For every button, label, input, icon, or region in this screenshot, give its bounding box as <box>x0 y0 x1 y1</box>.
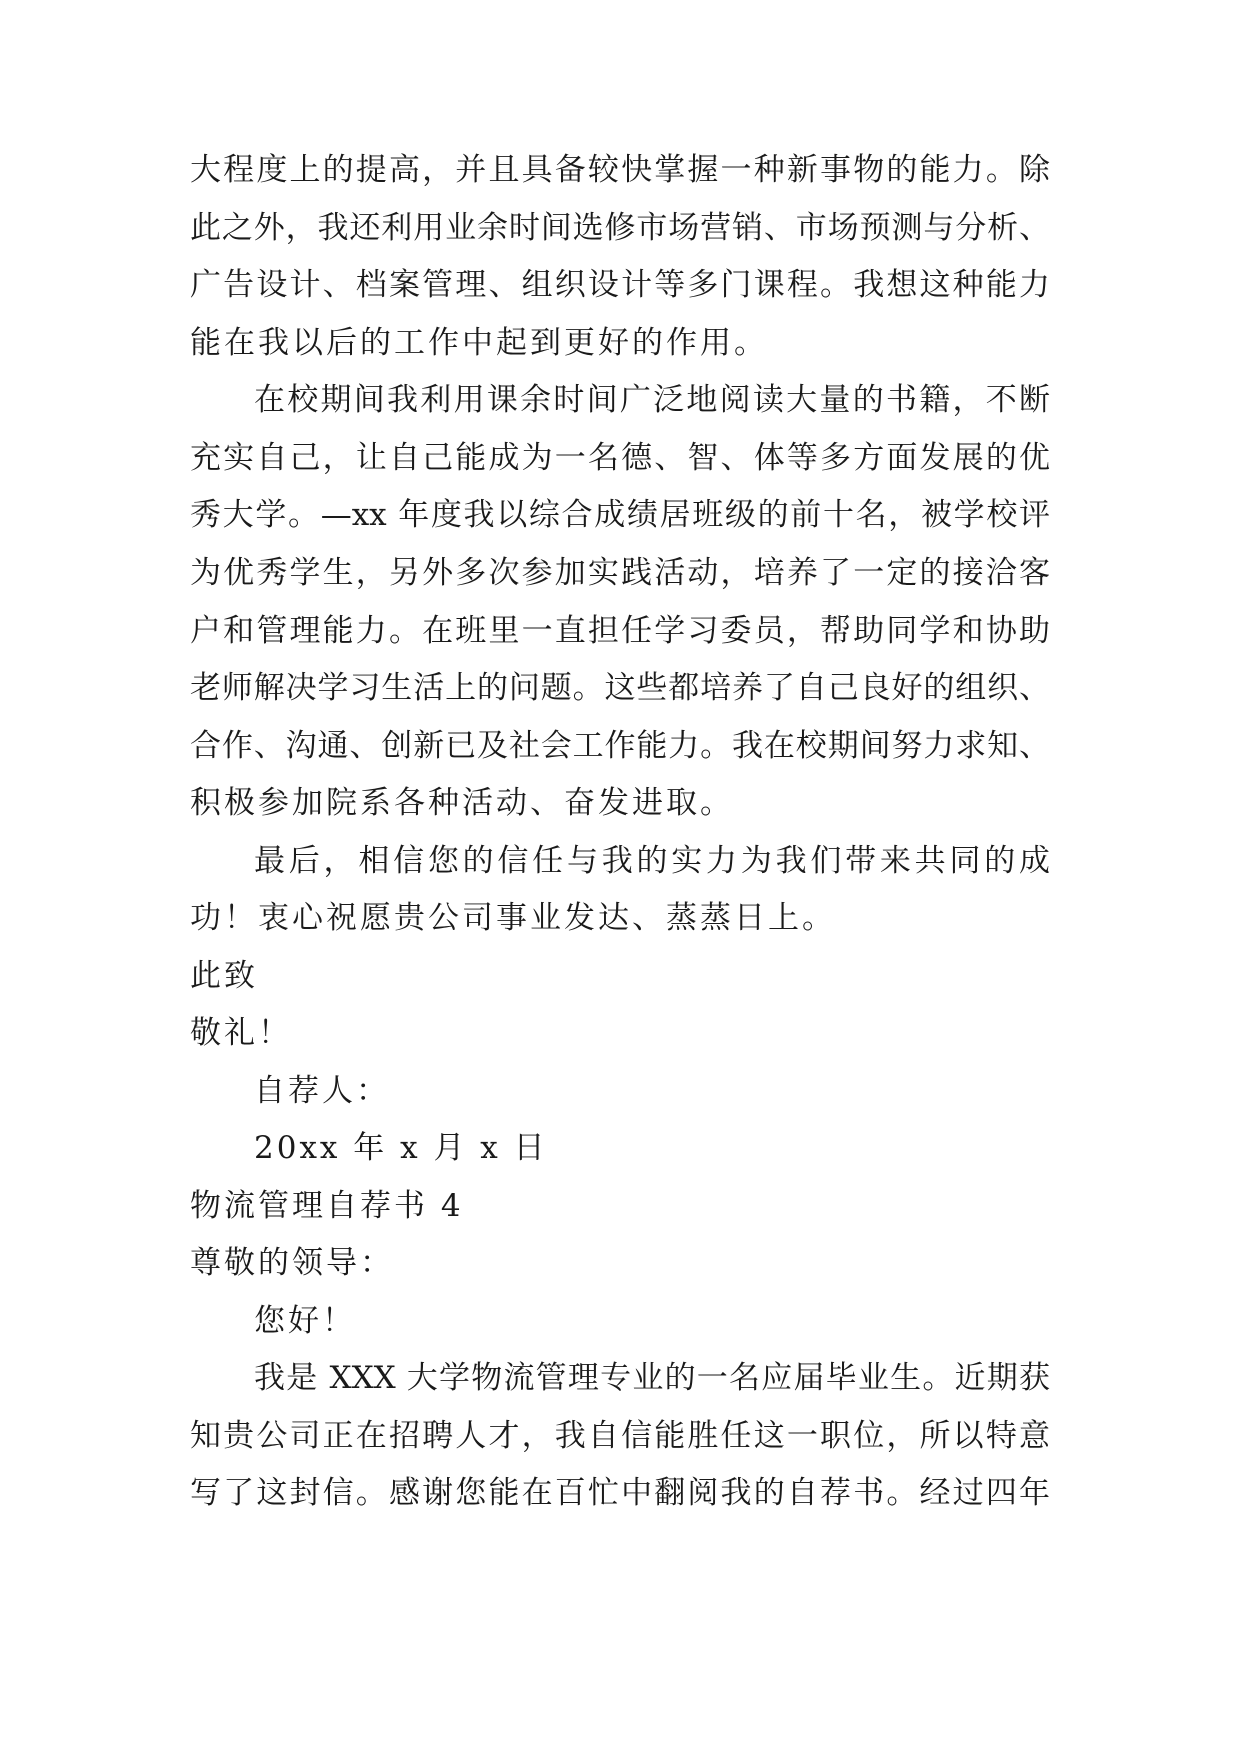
closing-salutation: 此致 <box>190 958 258 994</box>
closing-regards: 敬礼！ <box>190 1015 292 1051</box>
paragraph-line: 我是 XXX 大学物流管理专业的一名应届毕业生。近期获 <box>254 1360 1050 1396</box>
paragraph-line: 户和管理能力。在班里一直担任学习委员，帮助同学和协助 <box>190 613 1050 649</box>
paragraph-line: 合作、沟通、创新已及社会工作能力。我在校期间努力求知、 <box>190 728 1050 764</box>
paragraph-line: 大程度上的提高，并且具备较快掌握一种新事物的能力。除 <box>190 152 1050 188</box>
paragraph-line: 在校期间我利用课余时间广泛地阅读大量的书籍，不断 <box>254 382 1050 418</box>
paragraph-line: 老师解决学习生活上的问题。这些都培养了自己良好的组织、 <box>190 670 1050 706</box>
paragraph-line: 充实自己，让自己能成为一名德、智、体等多方面发展的优 <box>190 440 1050 476</box>
paragraph-line: 秀大学。—xx 年度我以综合成绩居班级的前十名，被学校评 <box>190 497 1050 533</box>
paragraph-line: 此之外，我还利用业余时间选修市场营销、市场预测与分析、 <box>190 210 1050 246</box>
paragraph-line: 最后，相信您的信任与我的实力为我们带来共同的成 <box>254 843 1050 879</box>
section-title: 物流管理自荐书 4 <box>190 1188 464 1224</box>
paragraph-line: 广告设计、档案管理、组织设计等多门课程。我想这种能力 <box>190 267 1050 303</box>
paragraph-line: 功！衷心祝愿贵公司事业发达、蒸蒸日上。 <box>190 900 836 936</box>
greeting: 尊敬的领导： <box>190 1245 394 1281</box>
paragraph-line: 能在我以后的工作中起到更好的作用。 <box>190 325 768 361</box>
paragraph-line: 知贵公司正在招聘人才，我自信能胜任这一职位，所以特意 <box>190 1418 1050 1454</box>
signature-label: 自荐人： <box>254 1073 390 1109</box>
paragraph-line: 积极参加院系各种活动、奋发进取。 <box>190 785 734 821</box>
paragraph-line: 写了这封信。感谢您能在百忙中翻阅我的自荐书。经过四年 <box>190 1475 1050 1511</box>
date-line: 20xx 年 x 月 x 日 <box>254 1130 548 1166</box>
greeting-hello: 您好！ <box>254 1303 356 1339</box>
paragraph-line: 为优秀学生，另外多次参加实践活动，培养了一定的接洽客 <box>190 555 1050 591</box>
